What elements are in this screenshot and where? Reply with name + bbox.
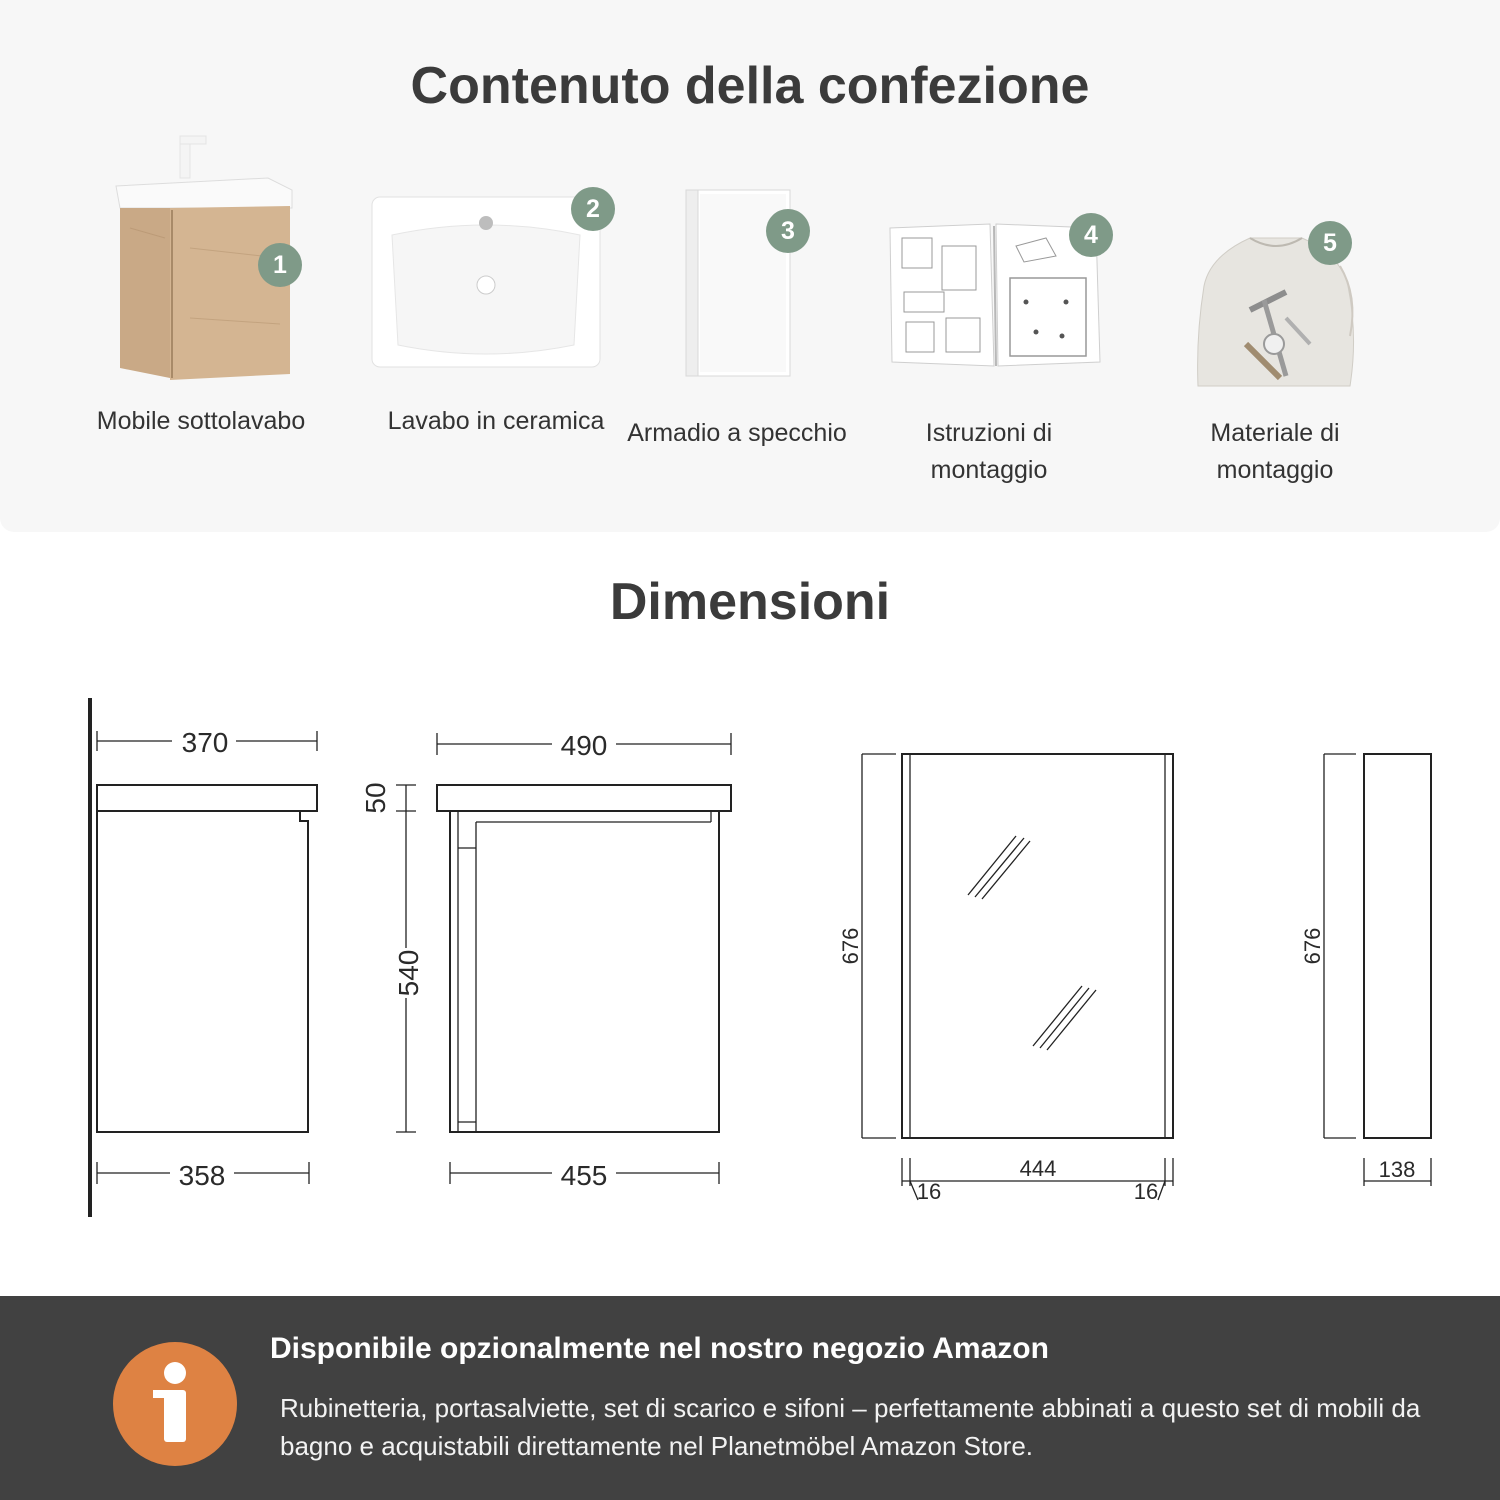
dim-mirror-side-height: 676 bbox=[1300, 927, 1325, 965]
footer-title: Disponibile opzionalmente nel nostro negozio Amazon bbox=[270, 1332, 1049, 1365]
contents-title: Contenuto della confezione bbox=[410, 57, 1090, 115]
dim-mirror-depth: 138 bbox=[1378, 1157, 1416, 1182]
item-number-badge: 3 bbox=[766, 209, 810, 253]
footer-description: Rubinetteria, portasalviette, set di scarico e sifoni – perfettamente abbinati a questo set di mobili da bagno e acquistabili direttamente nel Planetmöbel Amazon Store. bbox=[280, 1393, 1421, 1461]
item-label: Materiale di montaggio bbox=[1210, 419, 1340, 484]
dim-mirror-right-frame: 16 bbox=[1133, 1179, 1159, 1204]
dim-basin-height: 50 bbox=[360, 782, 391, 814]
mirror-cabinet-side-view bbox=[1324, 754, 1431, 1186]
dim-side-top-width: 370 bbox=[181, 727, 229, 758]
dim-front-bottom-width: 455 bbox=[560, 1160, 608, 1191]
dimensions-title: Dimensioni bbox=[609, 573, 891, 631]
item-number-badge: 1 bbox=[258, 243, 302, 287]
item-number-badge: 5 bbox=[1308, 221, 1352, 265]
dim-mirror-left-frame: 16 bbox=[916, 1179, 942, 1204]
dim-cabinet-height: 540 bbox=[393, 949, 424, 997]
mirror-cabinet-front-view bbox=[862, 754, 1173, 1200]
item-label: Armadio a specchio bbox=[627, 419, 847, 447]
item-label: Lavabo in ceramica bbox=[387, 407, 605, 435]
dim-mirror-height: 676 bbox=[838, 927, 863, 965]
item-number-badge: 4 bbox=[1069, 213, 1113, 257]
item-number-badge: 2 bbox=[571, 187, 615, 231]
dim-front-top-width: 490 bbox=[560, 730, 608, 761]
info-icon bbox=[113, 1342, 237, 1466]
item-label: Istruzioni di montaggio bbox=[925, 419, 1053, 484]
vanity-side-view bbox=[90, 698, 317, 1217]
item-label: Mobile sottolavabo bbox=[96, 407, 306, 435]
vanity-front-view bbox=[396, 733, 731, 1184]
dim-side-bottom-width: 358 bbox=[178, 1160, 226, 1191]
dim-mirror-inner-width: 444 bbox=[1019, 1156, 1057, 1181]
